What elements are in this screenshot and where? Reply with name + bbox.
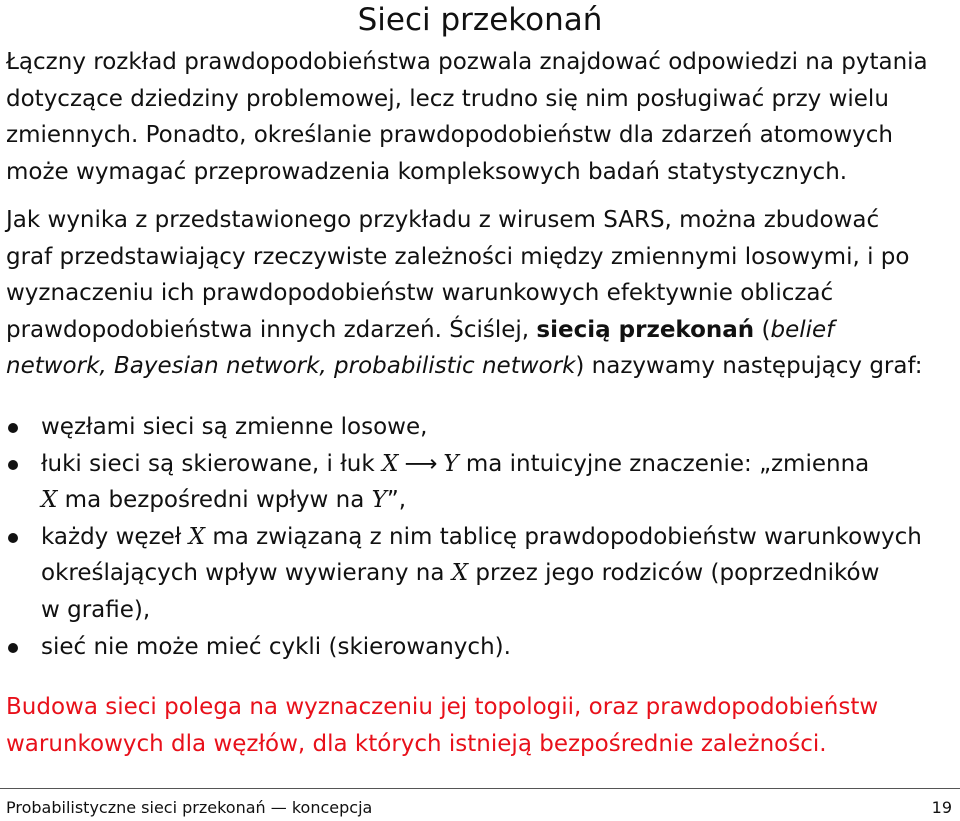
slide-title: Sieci przekonań bbox=[357, 2, 603, 38]
list-item-text: łuki sieci są skierowane, i łuk bbox=[41, 450, 382, 477]
closing-quote: ”, bbox=[386, 487, 407, 514]
definition-line-2: graf przedstawiający rzeczywiste zależności między zmiennymi losowymi, i po bbox=[6, 243, 910, 270]
english-terms: network, Bayesian network, probabilistic network bbox=[6, 353, 576, 380]
math-var-x: X bbox=[41, 487, 58, 514]
list-item bbox=[6, 446, 956, 519]
paren-open: ( bbox=[754, 316, 771, 343]
intro-line-1: Łączny rozkład prawdopodobieństwa pozwala znajdować odpowiedzi na pytania bbox=[6, 49, 928, 75]
bullet-icon bbox=[8, 460, 18, 470]
list-item-text: określających wpływ wywierany na bbox=[41, 560, 452, 587]
list-item-text: ma związaną z nim tablicę prawdopodobieństw warunkowych bbox=[205, 523, 922, 550]
list-item-line bbox=[41, 446, 956, 483]
defined-term: siecią przekonań bbox=[536, 316, 755, 343]
list-item-line bbox=[41, 519, 956, 556]
intro-line-2: dotyczące dziedziny problemowej, lecz trudno się nim posługiwać przy wielu bbox=[6, 85, 889, 112]
list-item bbox=[6, 519, 956, 629]
list-item bbox=[6, 409, 956, 446]
definition-end: ) nazywamy następujący graf: bbox=[575, 353, 923, 380]
intro-paragraph bbox=[6, 44, 956, 190]
math-var-x: X bbox=[188, 523, 206, 550]
intro-line-3: zmiennych. Ponadto, określanie prawdopodobieństw dla zdarzeń atomowych bbox=[6, 122, 893, 149]
highlight-line-1: Budowa sieci polega na wyznaczeniu jej topologii, oraz prawdopodobieństw bbox=[6, 694, 879, 720]
highlight-line-2: warunkowych dla węzłów, dla których istnieją bezpośrednie zależności. bbox=[6, 730, 827, 757]
definition-paragraph bbox=[6, 202, 956, 385]
long-arrow-icon: ⟶ bbox=[404, 450, 438, 477]
definition-line-5 bbox=[6, 348, 956, 385]
definition-text: prawdopodobieństwa innych zdarzeń. Ściślej, bbox=[6, 316, 537, 343]
highlight-paragraph bbox=[6, 689, 956, 762]
definition-line-1: Jak wynika z przedstawionego przykładu z wirusem SARS, można zbudować bbox=[6, 207, 880, 233]
list-item-text: węzłami sieci są zmienne losowe, bbox=[41, 414, 428, 440]
page-number: 19 bbox=[931, 798, 952, 817]
list-item-text: sieć nie może mieć cykli (skierowanych). bbox=[41, 633, 511, 660]
list-item-line bbox=[41, 555, 956, 592]
footer-section-title: Probabilistyczne sieci przekonań — koncepcja bbox=[6, 798, 373, 817]
math-var-x: X bbox=[451, 560, 469, 587]
list-item-text: ma intuicyjne znaczenie: „zmienna bbox=[458, 450, 870, 477]
bullet-icon bbox=[8, 533, 18, 543]
list-item-text: każdy węzeł bbox=[41, 523, 189, 550]
definition-line-3: wyznaczeniu ich prawdopodobieństw warunkowych efektywnie obliczać bbox=[6, 280, 834, 307]
bullet-icon bbox=[8, 643, 18, 653]
math-var-y: Y bbox=[443, 450, 459, 477]
list-item-text: przez jego rodziców (poprzedników bbox=[468, 560, 880, 587]
math-var-x: X bbox=[381, 450, 399, 477]
graph-properties-list bbox=[6, 409, 956, 665]
list-item-line: w grafie), bbox=[41, 596, 151, 623]
intro-line-4: może wymagać przeprowadzenia kompleksowych badań statystycznych. bbox=[6, 158, 848, 185]
footer-divider bbox=[0, 788, 960, 789]
definition-line-4 bbox=[6, 312, 956, 349]
math-var-y: Y bbox=[371, 487, 387, 514]
list-item bbox=[6, 629, 956, 666]
list-item-text: ma bezpośredni wpływ na bbox=[57, 487, 372, 514]
bullet-icon bbox=[8, 423, 18, 433]
list-item-line bbox=[41, 482, 956, 519]
english-term: belief bbox=[770, 316, 835, 343]
